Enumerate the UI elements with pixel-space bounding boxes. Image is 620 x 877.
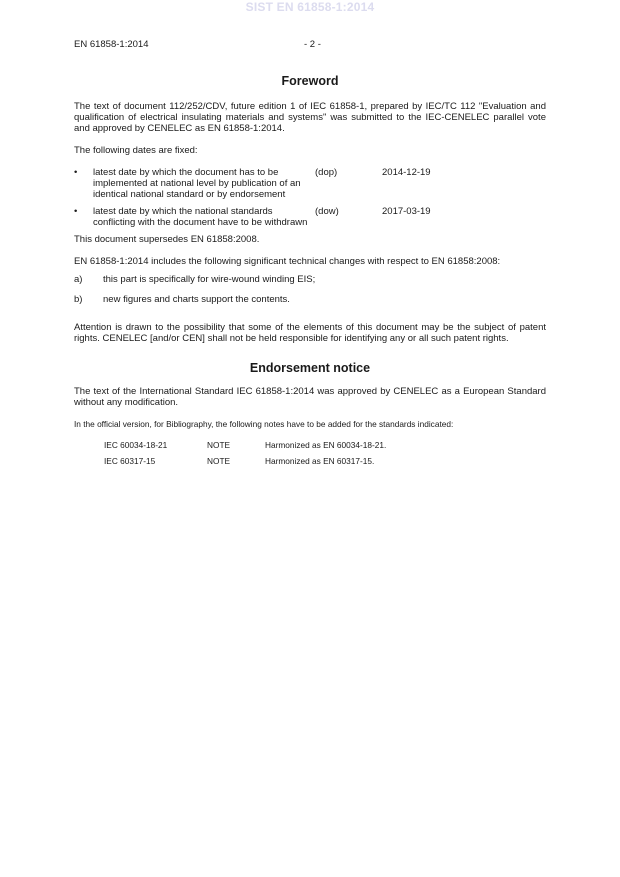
supersedes-text: This document supersedes EN 61858:2008.	[74, 234, 260, 245]
dates-intro: The following dates are fixed:	[74, 145, 198, 156]
date-row-dop	[74, 167, 546, 200]
note-standard: IEC 60034-18-21	[104, 440, 168, 450]
note-row	[74, 456, 546, 472]
change-label: b)	[74, 294, 83, 305]
note-harmonized: Harmonized as EN 60034-18-21.	[265, 440, 387, 450]
dates-list	[74, 167, 546, 228]
change-text: new figures and charts support the contents.	[103, 294, 290, 305]
endorsement-text: The text of the International Standard IEC 61858-1:2014 was approved by CENELEC as a European Standard without any modification.	[74, 386, 546, 408]
bullet: •	[74, 206, 78, 217]
change-item-a	[74, 274, 546, 285]
date-value: 2014-12-19	[382, 167, 431, 178]
date-value: 2017-03-19	[382, 206, 431, 217]
foreword-title: Foreword	[281, 74, 339, 88]
change-label: a)	[74, 274, 83, 285]
note-harmonized: Harmonized as EN 60317-15.	[265, 456, 375, 466]
note-standard: IEC 60317-15	[104, 456, 156, 466]
endorsement-title: Endorsement notice	[249, 361, 371, 375]
date-description: latest date by which the national standards conflicting with the document have to be withdrawn	[93, 206, 308, 228]
watermark: SIST EN 61858-1:2014	[245, 0, 375, 14]
document-id: EN 61858-1:2014	[74, 39, 149, 50]
page-content	[74, 74, 546, 472]
attention-text: Attention is drawn to the possibility that some of the elements of this document may be the subject of patent rights. CENELEC [and/or CEN] shall not be held responsible for identifying any or all such patent rights.	[74, 322, 546, 344]
date-description: latest date by which the document has to be implemented at national level by publication of an identical national standard or by endorsement	[93, 167, 301, 200]
change-item-b	[74, 294, 546, 305]
change-text: this part is specifically for wire-wound winding EIS;	[103, 274, 316, 285]
foreword-intro: The text of document 112/252/CDV, future edition 1 of IEC 61858-1, prepared by IEC/TC 112 "Evaluation and qualification of electrical insulating materials and systems" was submitted to the IEC-CENELEC parallel vote and approved by CENELEC as EN 61858-1:2014.	[74, 101, 546, 134]
bullet: •	[74, 167, 78, 178]
bibliography-notes	[74, 440, 546, 472]
bibliography-intro: In the official version, for Bibliography, the following notes have to be added for the standards indicated:	[74, 419, 454, 429]
note-row	[74, 440, 546, 456]
date-code: (dow)	[315, 206, 339, 217]
note-kind: NOTE	[207, 456, 231, 466]
page-number: - 2 -	[304, 39, 321, 50]
changes-intro: EN 61858-1:2014 includes the following significant technical changes with respect to EN 61858:2008:	[74, 256, 501, 267]
date-code: (dop)	[315, 167, 338, 178]
date-row-dow	[74, 206, 546, 228]
note-kind: NOTE	[207, 440, 231, 450]
